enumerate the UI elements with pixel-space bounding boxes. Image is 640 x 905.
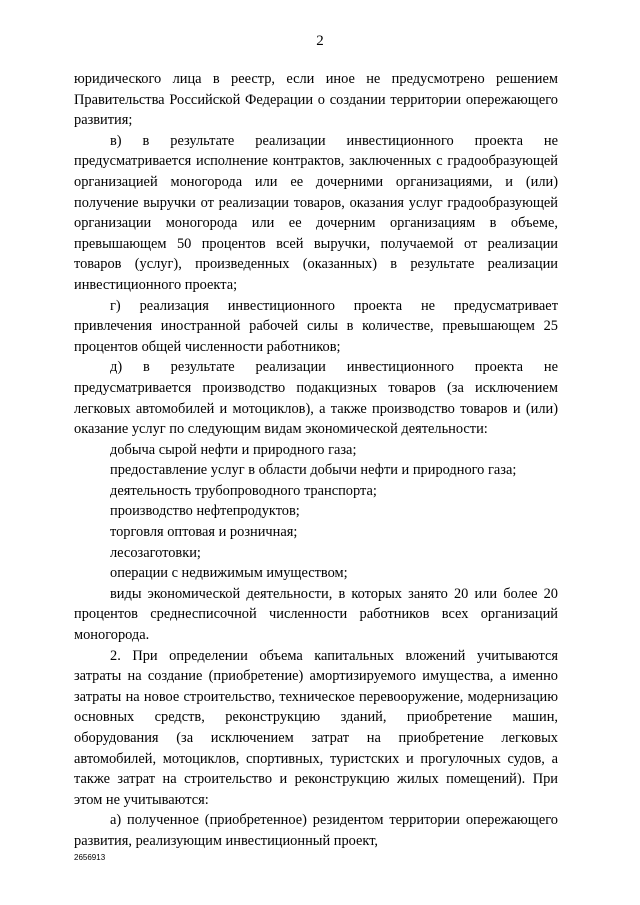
paragraph-activity-types: виды экономической деятельности, в которых занято 20 или более 20 процентов среднесписочной численности работников всех организаций моногорода. (74, 585, 558, 644)
document-id: 2656913 (74, 853, 106, 862)
list-item: добыча сырой нефти и природного газа; (110, 441, 357, 458)
page-number: 2 (316, 33, 324, 49)
list-item: производство нефтепродуктов; (110, 503, 300, 520)
paragraph-item-d: д) в результате реализации инвестиционного проекта не предусматривается производство подакцизных товаров (за исключением легковых автомобилей и мотоциклов), а также производство товаров и (или) оказание услуг по следующим видам экономической деятельности: (74, 359, 558, 438)
paragraph-item-g: г) реализация инвестиционного проекта не предусматривает привлечения иностранной рабочей силы в количестве, превышающем 25 процентов общей численности работников; (74, 297, 558, 355)
list-item: деятельность трубопроводного транспорта; (110, 482, 377, 499)
list-item: лесозаготовки; (110, 544, 201, 561)
paragraph-continuation: юридического лица в реестр, если иное не предусмотрено решением Правительства Российской Федерации о создании территории опережающего развития; (74, 71, 558, 129)
list-item: предоставление услуг в области добычи нефти и природного газа; (110, 462, 517, 479)
list-item: операции с недвижимым имуществом; (110, 565, 348, 582)
paragraph-item-a: а) полученное (приобретенное) резидентом территории опережающего развития, реализующим инвестиционный проект, (74, 812, 558, 849)
document-body (74, 69, 558, 852)
paragraph-item-v: в) в результате реализации инвестиционного проекта не предусматривается исполнение контрактов, заключенных с градообразующей организацией моногорода или ее дочерними организациями, и (или) получение выручки от реализации товаров, оказания услуг градообразующей организации моногорода или ее дочерним организациям в объеме, превышающем 50 процентов всей выручки, получаемой от реализации товаров (услуг), произведенных (оказанных) в результате реализации инвестиционного проекта; (74, 132, 558, 293)
list-item: торговля оптовая и розничная; (110, 524, 298, 541)
activity-list (74, 440, 558, 584)
paragraph-section-2: 2. При определении объема капитальных вложений учитываются затраты на создание (приобретение) амортизируемого имущества, а именно затраты на новое строительство, техническое перевооружение, модернизацию основных средств, реконструкцию зданий, приобретение машин, оборудования (за исключением затрат на приобретение легковых автомобилей, мотоциклов, спортивных, туристских и прогулочных судов, а также затрат на строительство и реконструкцию жилых помещений). При этом не учитываются: (74, 647, 558, 808)
